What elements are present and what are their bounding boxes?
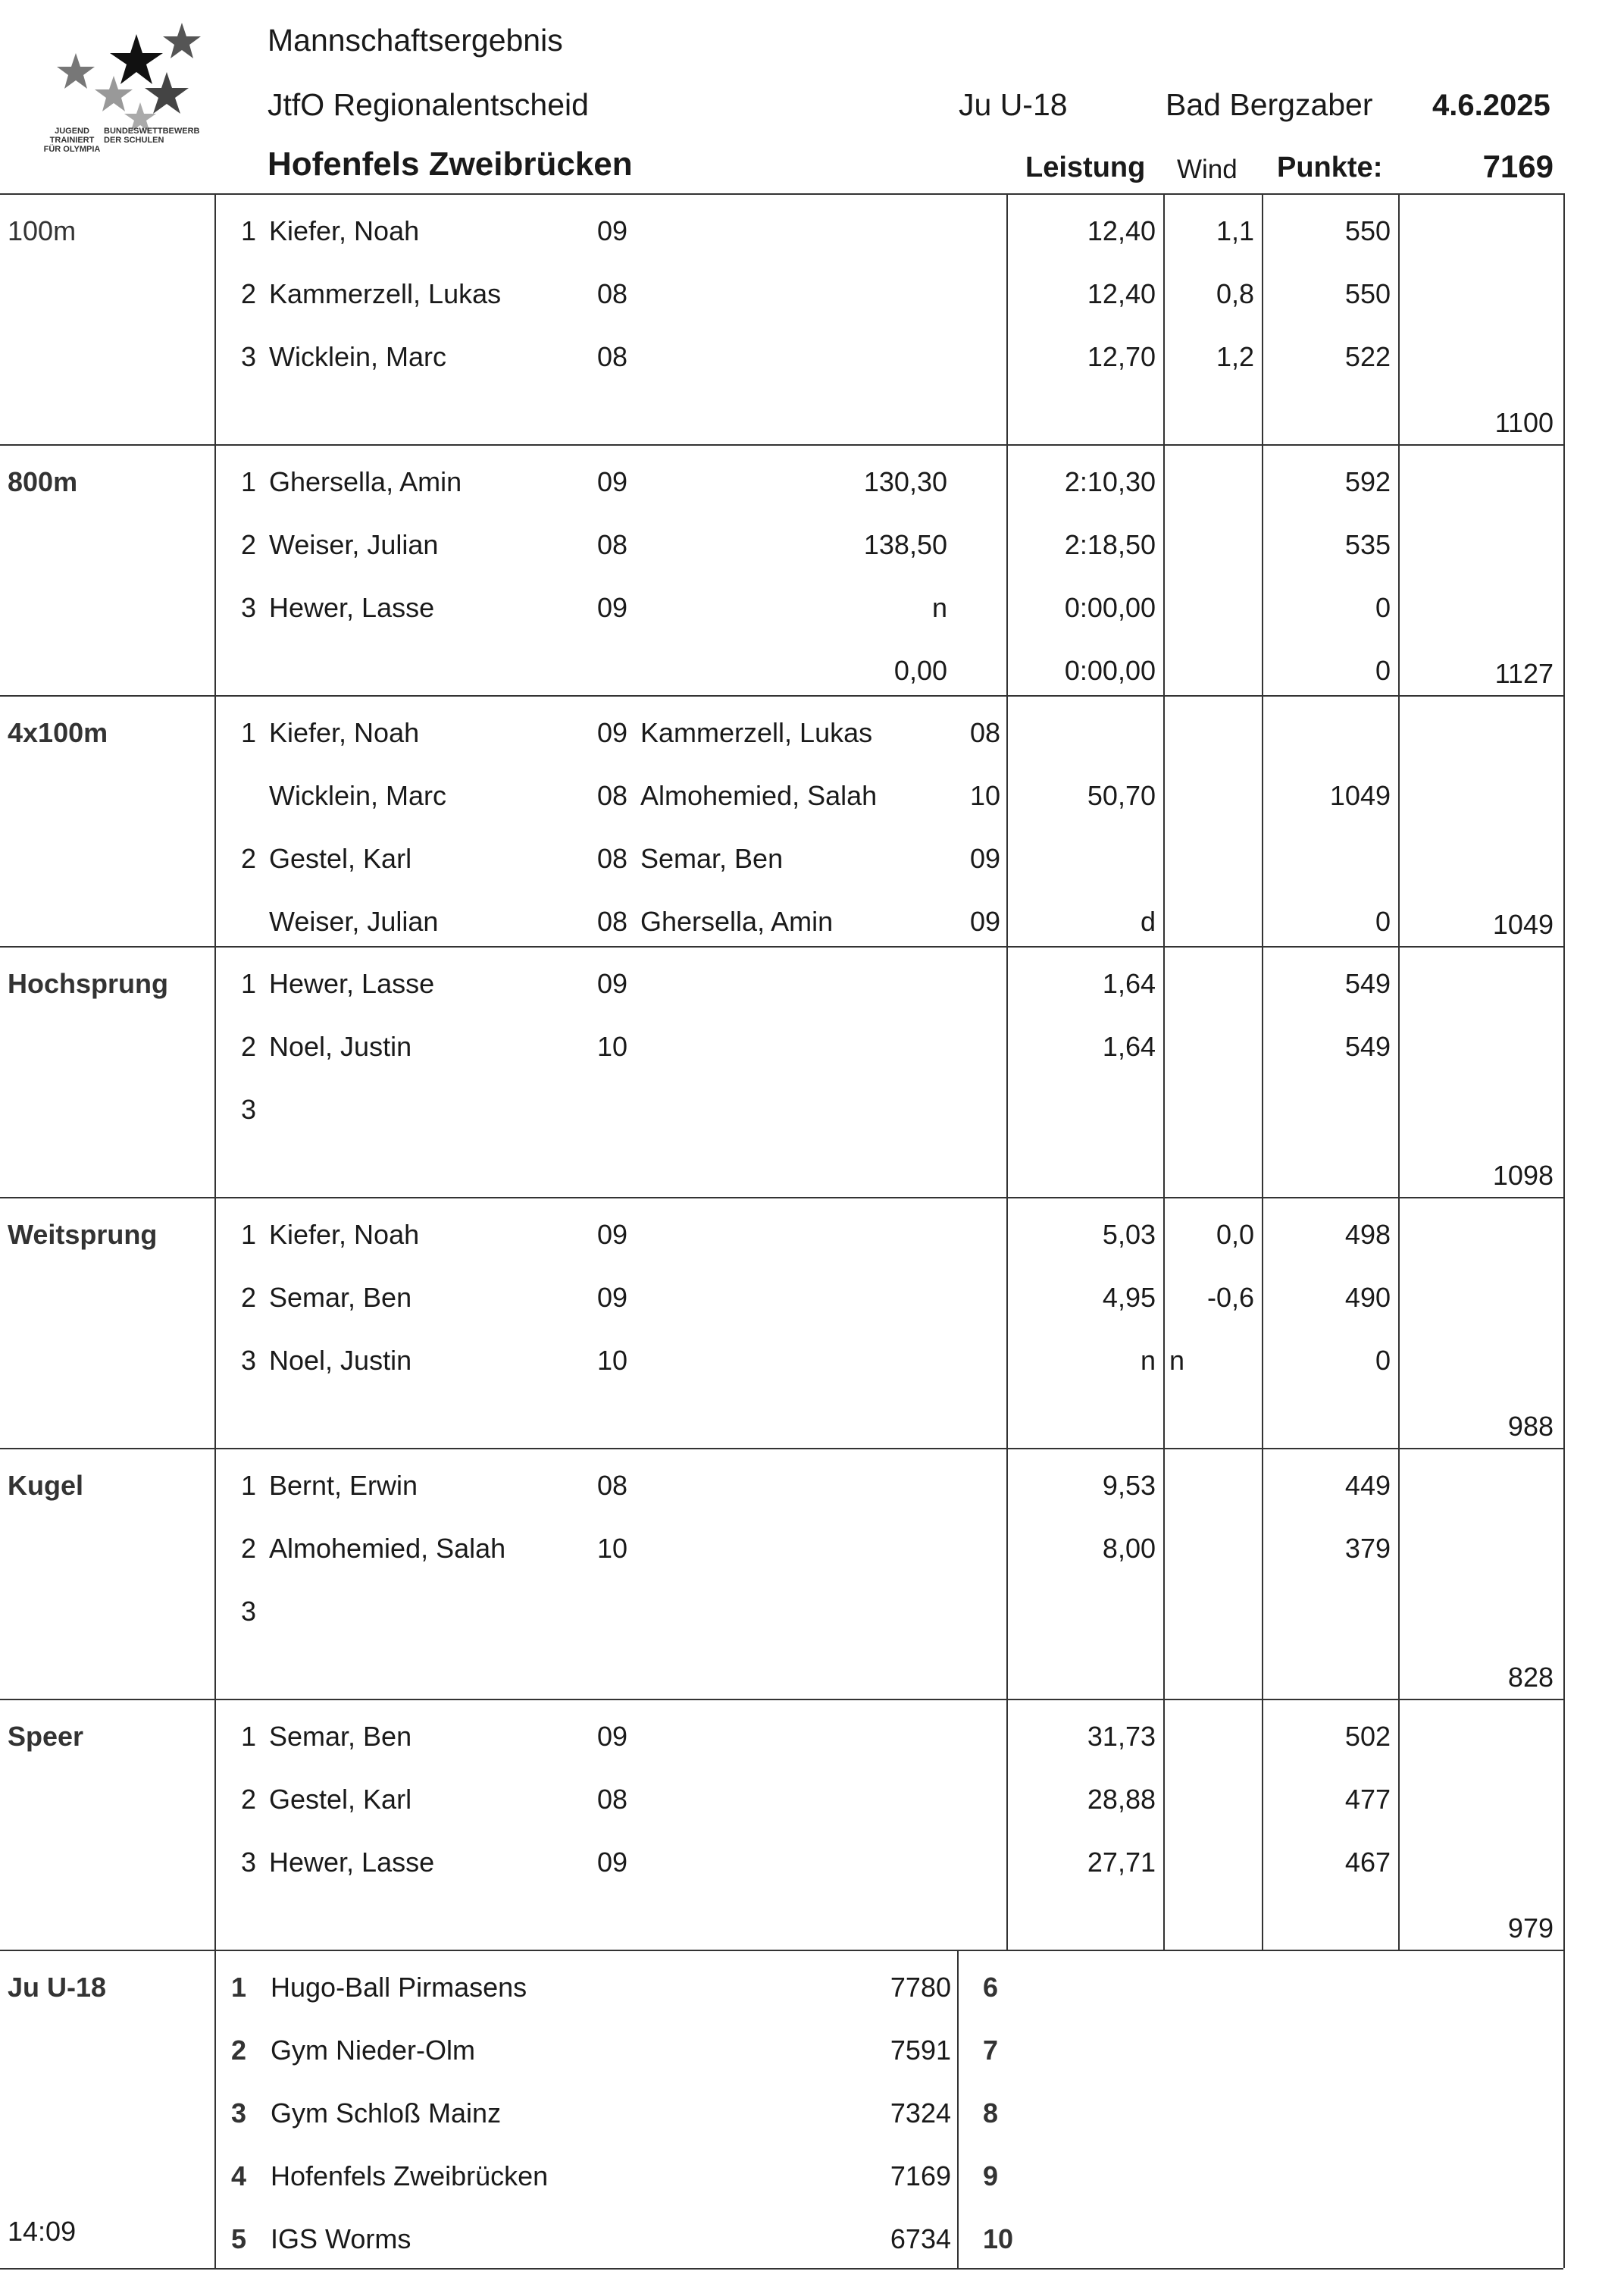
birth-year: 08 xyxy=(969,717,1000,748)
birth-year: 09 xyxy=(597,968,628,999)
place-number: 3 xyxy=(241,1596,257,1627)
place-number: 1 xyxy=(241,215,257,246)
rank-number: 8 xyxy=(983,2097,999,2129)
doc-title: Mannschaftsergebnis xyxy=(268,23,563,58)
athlete-name: Noel, Justin xyxy=(269,1345,412,1376)
column-rule xyxy=(1563,444,1565,695)
points: 550 xyxy=(1344,278,1391,309)
event-name: 800m xyxy=(8,466,78,497)
event-total: 1100 xyxy=(1494,407,1554,438)
rank-number: 10 xyxy=(983,2223,1014,2254)
points: 549 xyxy=(1344,1031,1391,1062)
wind: 1,2 xyxy=(1216,341,1254,372)
column-rule xyxy=(1398,1197,1400,1448)
points: 0 xyxy=(1375,592,1391,623)
place-number: 3 xyxy=(241,592,257,623)
column-rule xyxy=(1398,193,1400,444)
wind: 0,8 xyxy=(1216,278,1254,309)
birth-year: 09 xyxy=(969,906,1000,937)
team-name: Hofenfels Zweibrücken xyxy=(271,2160,549,2191)
wind: -0,6 xyxy=(1206,1282,1254,1313)
date: 4.6.2025 xyxy=(1432,89,1550,122)
points: 535 xyxy=(1344,529,1391,560)
place-number: 2 xyxy=(241,843,257,874)
points: 0 xyxy=(1375,906,1391,937)
place-number: 2 xyxy=(241,1784,257,1815)
athlete-name: Kammerzell, Lukas xyxy=(269,278,502,309)
athlete-name: Hewer, Lasse xyxy=(269,592,435,623)
performance: 28,88 xyxy=(1087,1784,1156,1815)
performance: 0:00,00 xyxy=(1064,592,1156,623)
birth-year: 09 xyxy=(597,1847,628,1878)
section-divider xyxy=(0,1699,1563,1700)
rank-number: 4 xyxy=(231,2160,247,2191)
location: Bad Bergzaber xyxy=(1166,87,1373,122)
place-number: 2 xyxy=(241,1282,257,1313)
column-rule xyxy=(1563,193,1565,444)
section-divider xyxy=(0,1197,1563,1198)
event-name: 100m xyxy=(8,215,77,246)
rank-number: 5 xyxy=(231,2223,247,2254)
column-rule xyxy=(1563,1699,1565,1950)
column-rule xyxy=(214,1197,216,1448)
performance: n xyxy=(1140,1345,1156,1376)
points: 0 xyxy=(1375,655,1391,686)
athlete-name: Kammerzell, Lukas xyxy=(640,717,873,748)
place-number: 1 xyxy=(241,968,257,999)
logo xyxy=(42,19,231,178)
column-rule xyxy=(1563,1448,1565,1699)
birth-year: 09 xyxy=(597,717,628,748)
event-name: Kugel xyxy=(8,1470,84,1501)
athlete-name: Hewer, Lasse xyxy=(269,1847,435,1878)
birth-year: 09 xyxy=(597,592,628,623)
rank-number: 7 xyxy=(983,2035,999,2066)
event-total: 988 xyxy=(1507,1411,1554,1442)
birth-year: 09 xyxy=(597,466,628,497)
event-name: Hochsprung xyxy=(8,968,168,999)
column-rule xyxy=(214,444,216,695)
column-rule xyxy=(214,695,216,946)
performance: 4,95 xyxy=(1102,1282,1156,1313)
performance: 5,03 xyxy=(1102,1219,1156,1250)
column-rule xyxy=(214,1448,216,1699)
performance: 12,70 xyxy=(1087,341,1156,372)
col-leistung: Leistung xyxy=(1025,152,1146,183)
performance: 27,71 xyxy=(1087,1847,1156,1878)
birth-year: 08 xyxy=(597,780,628,811)
athlete-name: Almohemied, Salah xyxy=(640,780,878,811)
col-wind: Wind xyxy=(1177,155,1238,184)
performance: 2:10,30 xyxy=(1064,466,1156,497)
athlete-name: Bernt, Erwin xyxy=(269,1470,418,1501)
column-rule xyxy=(214,193,216,444)
athlete-name: Kiefer, Noah xyxy=(269,1219,420,1250)
performance: 9,53 xyxy=(1102,1470,1156,1501)
birth-year: 09 xyxy=(597,1219,628,1250)
rank-number: 6 xyxy=(983,1972,999,2003)
athlete-name: Semar, Ben xyxy=(269,1282,412,1313)
points: 522 xyxy=(1344,341,1391,372)
event-total: 979 xyxy=(1507,1913,1554,1944)
birth-year: 09 xyxy=(597,1721,628,1752)
ranking-rule xyxy=(214,1950,216,2268)
birth-year: 08 xyxy=(597,529,628,560)
points: 498 xyxy=(1344,1219,1391,1250)
column-rule xyxy=(1563,695,1565,946)
event-name: 4x100m xyxy=(8,717,108,748)
competition-name: JtfO Regionalentscheid xyxy=(268,87,589,122)
athlete-name: Ghersella, Amin xyxy=(269,466,462,497)
column-rule xyxy=(1398,695,1400,946)
birth-year: 10 xyxy=(969,780,1000,811)
performance: 8,00 xyxy=(1102,1533,1156,1564)
column-rule xyxy=(214,1699,216,1950)
place-number: 2 xyxy=(241,1031,257,1062)
place-number: 1 xyxy=(241,1470,257,1501)
performance: 1,64 xyxy=(1102,1031,1156,1062)
athlete-name: Noel, Justin xyxy=(269,1031,412,1062)
points: 490 xyxy=(1344,1282,1391,1313)
event-name: Weitsprung xyxy=(8,1219,158,1250)
ranking-label: Ju U-18 xyxy=(8,1972,107,2003)
athlete-name: Wicklein, Marc xyxy=(269,780,447,811)
performance: 12,40 xyxy=(1087,215,1156,246)
place-number: 1 xyxy=(241,717,257,748)
ranking-rule xyxy=(1563,1950,1565,2268)
points: 467 xyxy=(1344,1847,1391,1878)
ranking-rule xyxy=(0,2268,1563,2270)
birth-year: 10 xyxy=(597,1345,628,1376)
points: 0 xyxy=(1375,1345,1391,1376)
rank-number: 1 xyxy=(231,1972,247,2003)
section-divider xyxy=(0,1448,1563,1449)
athlete-name: Kiefer, Noah xyxy=(269,215,420,246)
event-total: 1098 xyxy=(1492,1160,1554,1191)
performance: 0:00,00 xyxy=(1064,655,1156,686)
birth-year: 10 xyxy=(597,1031,628,1062)
stars-icon xyxy=(42,19,231,140)
birth-year: 08 xyxy=(597,906,628,937)
table-top-border xyxy=(0,193,1563,195)
team-name: Hugo-Ball Pirmasens xyxy=(271,1972,527,2003)
team-points: 7169 xyxy=(890,2160,951,2191)
birth-year: 08 xyxy=(597,278,628,309)
rank-number: 9 xyxy=(983,2160,999,2191)
team-name: Gym Nieder-Olm xyxy=(271,2035,476,2066)
section-divider xyxy=(0,444,1563,446)
column-rule xyxy=(1398,1448,1400,1699)
birth-year: 08 xyxy=(597,341,628,372)
place-number: 3 xyxy=(241,341,257,372)
birth-year: 09 xyxy=(969,843,1000,874)
performance: d xyxy=(1140,906,1156,937)
athlete-name: Ghersella, Amin xyxy=(640,906,834,937)
athlete-name: Gestel, Karl xyxy=(269,1784,412,1815)
performance: 12,40 xyxy=(1087,278,1156,309)
performance: 31,73 xyxy=(1087,1721,1156,1752)
wind: n xyxy=(1169,1345,1185,1376)
points: 592 xyxy=(1344,466,1391,497)
birth-year: 08 xyxy=(597,843,628,874)
column-rule xyxy=(1398,946,1400,1197)
performance: 1,64 xyxy=(1102,968,1156,999)
points: 550 xyxy=(1344,215,1391,246)
section-divider xyxy=(0,946,1563,948)
place-number: 1 xyxy=(241,466,257,497)
points: 477 xyxy=(1344,1784,1391,1815)
raw-time: 130,30 xyxy=(863,466,947,497)
athlete-name: Semar, Ben xyxy=(640,843,784,874)
place-number: 1 xyxy=(241,1219,257,1250)
athlete-name: Weiser, Julian xyxy=(269,529,439,560)
birth-year: 08 xyxy=(597,1784,628,1815)
performance: 50,70 xyxy=(1087,780,1156,811)
place-number: 3 xyxy=(241,1847,257,1878)
points: 549 xyxy=(1344,968,1391,999)
place-number: 3 xyxy=(241,1094,257,1125)
logo-left-text: JUGEND TRAINIERT FÜR OLYMPIA xyxy=(43,127,101,154)
points: 1049 xyxy=(1329,780,1391,811)
event-total: 828 xyxy=(1507,1662,1554,1693)
athlete-name: Kiefer, Noah xyxy=(269,717,420,748)
athlete-name: Weiser, Julian xyxy=(269,906,439,937)
athlete-name: Semar, Ben xyxy=(269,1721,412,1752)
column-rule xyxy=(214,946,216,1197)
category: Ju U-18 xyxy=(959,87,1068,122)
team-total: 7169 xyxy=(1482,149,1554,184)
birth-year: 10 xyxy=(597,1533,628,1564)
athlete-name: Almohemied, Salah xyxy=(269,1533,506,1564)
section-divider xyxy=(0,1950,1563,1951)
ranking-rule xyxy=(957,1950,959,2268)
event-total: 1127 xyxy=(1494,658,1554,689)
event-name: Speer xyxy=(8,1721,84,1752)
column-rule xyxy=(1563,1197,1565,1448)
event-total: 1049 xyxy=(1492,909,1554,940)
column-rule xyxy=(1398,444,1400,695)
print-time: 14:09 xyxy=(8,2216,77,2247)
section-divider xyxy=(0,695,1563,697)
place-number: 1 xyxy=(241,1721,257,1752)
team-name: IGS Worms xyxy=(271,2223,411,2254)
points: 502 xyxy=(1344,1721,1391,1752)
column-rule xyxy=(1398,1699,1400,1950)
wind: 1,1 xyxy=(1216,215,1254,246)
place-number: 3 xyxy=(241,1345,257,1376)
rank-number: 3 xyxy=(231,2097,247,2129)
wind: 0,0 xyxy=(1216,1219,1254,1250)
team-points: 7324 xyxy=(890,2097,951,2129)
team-name: Hofenfels Zweibrücken xyxy=(268,146,633,183)
team-points: 7591 xyxy=(890,2035,951,2066)
points: 449 xyxy=(1344,1470,1391,1501)
column-rule xyxy=(1563,946,1565,1197)
performance: 2:18,50 xyxy=(1064,529,1156,560)
rank-number: 2 xyxy=(231,2035,247,2066)
birth-year: 09 xyxy=(597,215,628,246)
team-points: 6734 xyxy=(890,2223,951,2254)
raw-time: n xyxy=(931,592,947,623)
team-name: Gym Schloß Mainz xyxy=(271,2097,502,2129)
athlete-name: Hewer, Lasse xyxy=(269,968,435,999)
athlete-name: Wicklein, Marc xyxy=(269,341,447,372)
place-number: 2 xyxy=(241,278,257,309)
place-number: 2 xyxy=(241,1533,257,1564)
athlete-name: Gestel, Karl xyxy=(269,843,412,874)
raw-time: 0,00 xyxy=(893,655,947,686)
place-number: 2 xyxy=(241,529,257,560)
birth-year: 09 xyxy=(597,1282,628,1313)
team-points: 7780 xyxy=(890,1972,951,2003)
birth-year: 08 xyxy=(597,1470,628,1501)
col-punkte: Punkte: xyxy=(1277,152,1383,183)
points: 379 xyxy=(1344,1533,1391,1564)
raw-time: 138,50 xyxy=(863,529,947,560)
logo-right-text: BUNDESWETTBEWERB DER SCHULEN xyxy=(104,127,200,145)
